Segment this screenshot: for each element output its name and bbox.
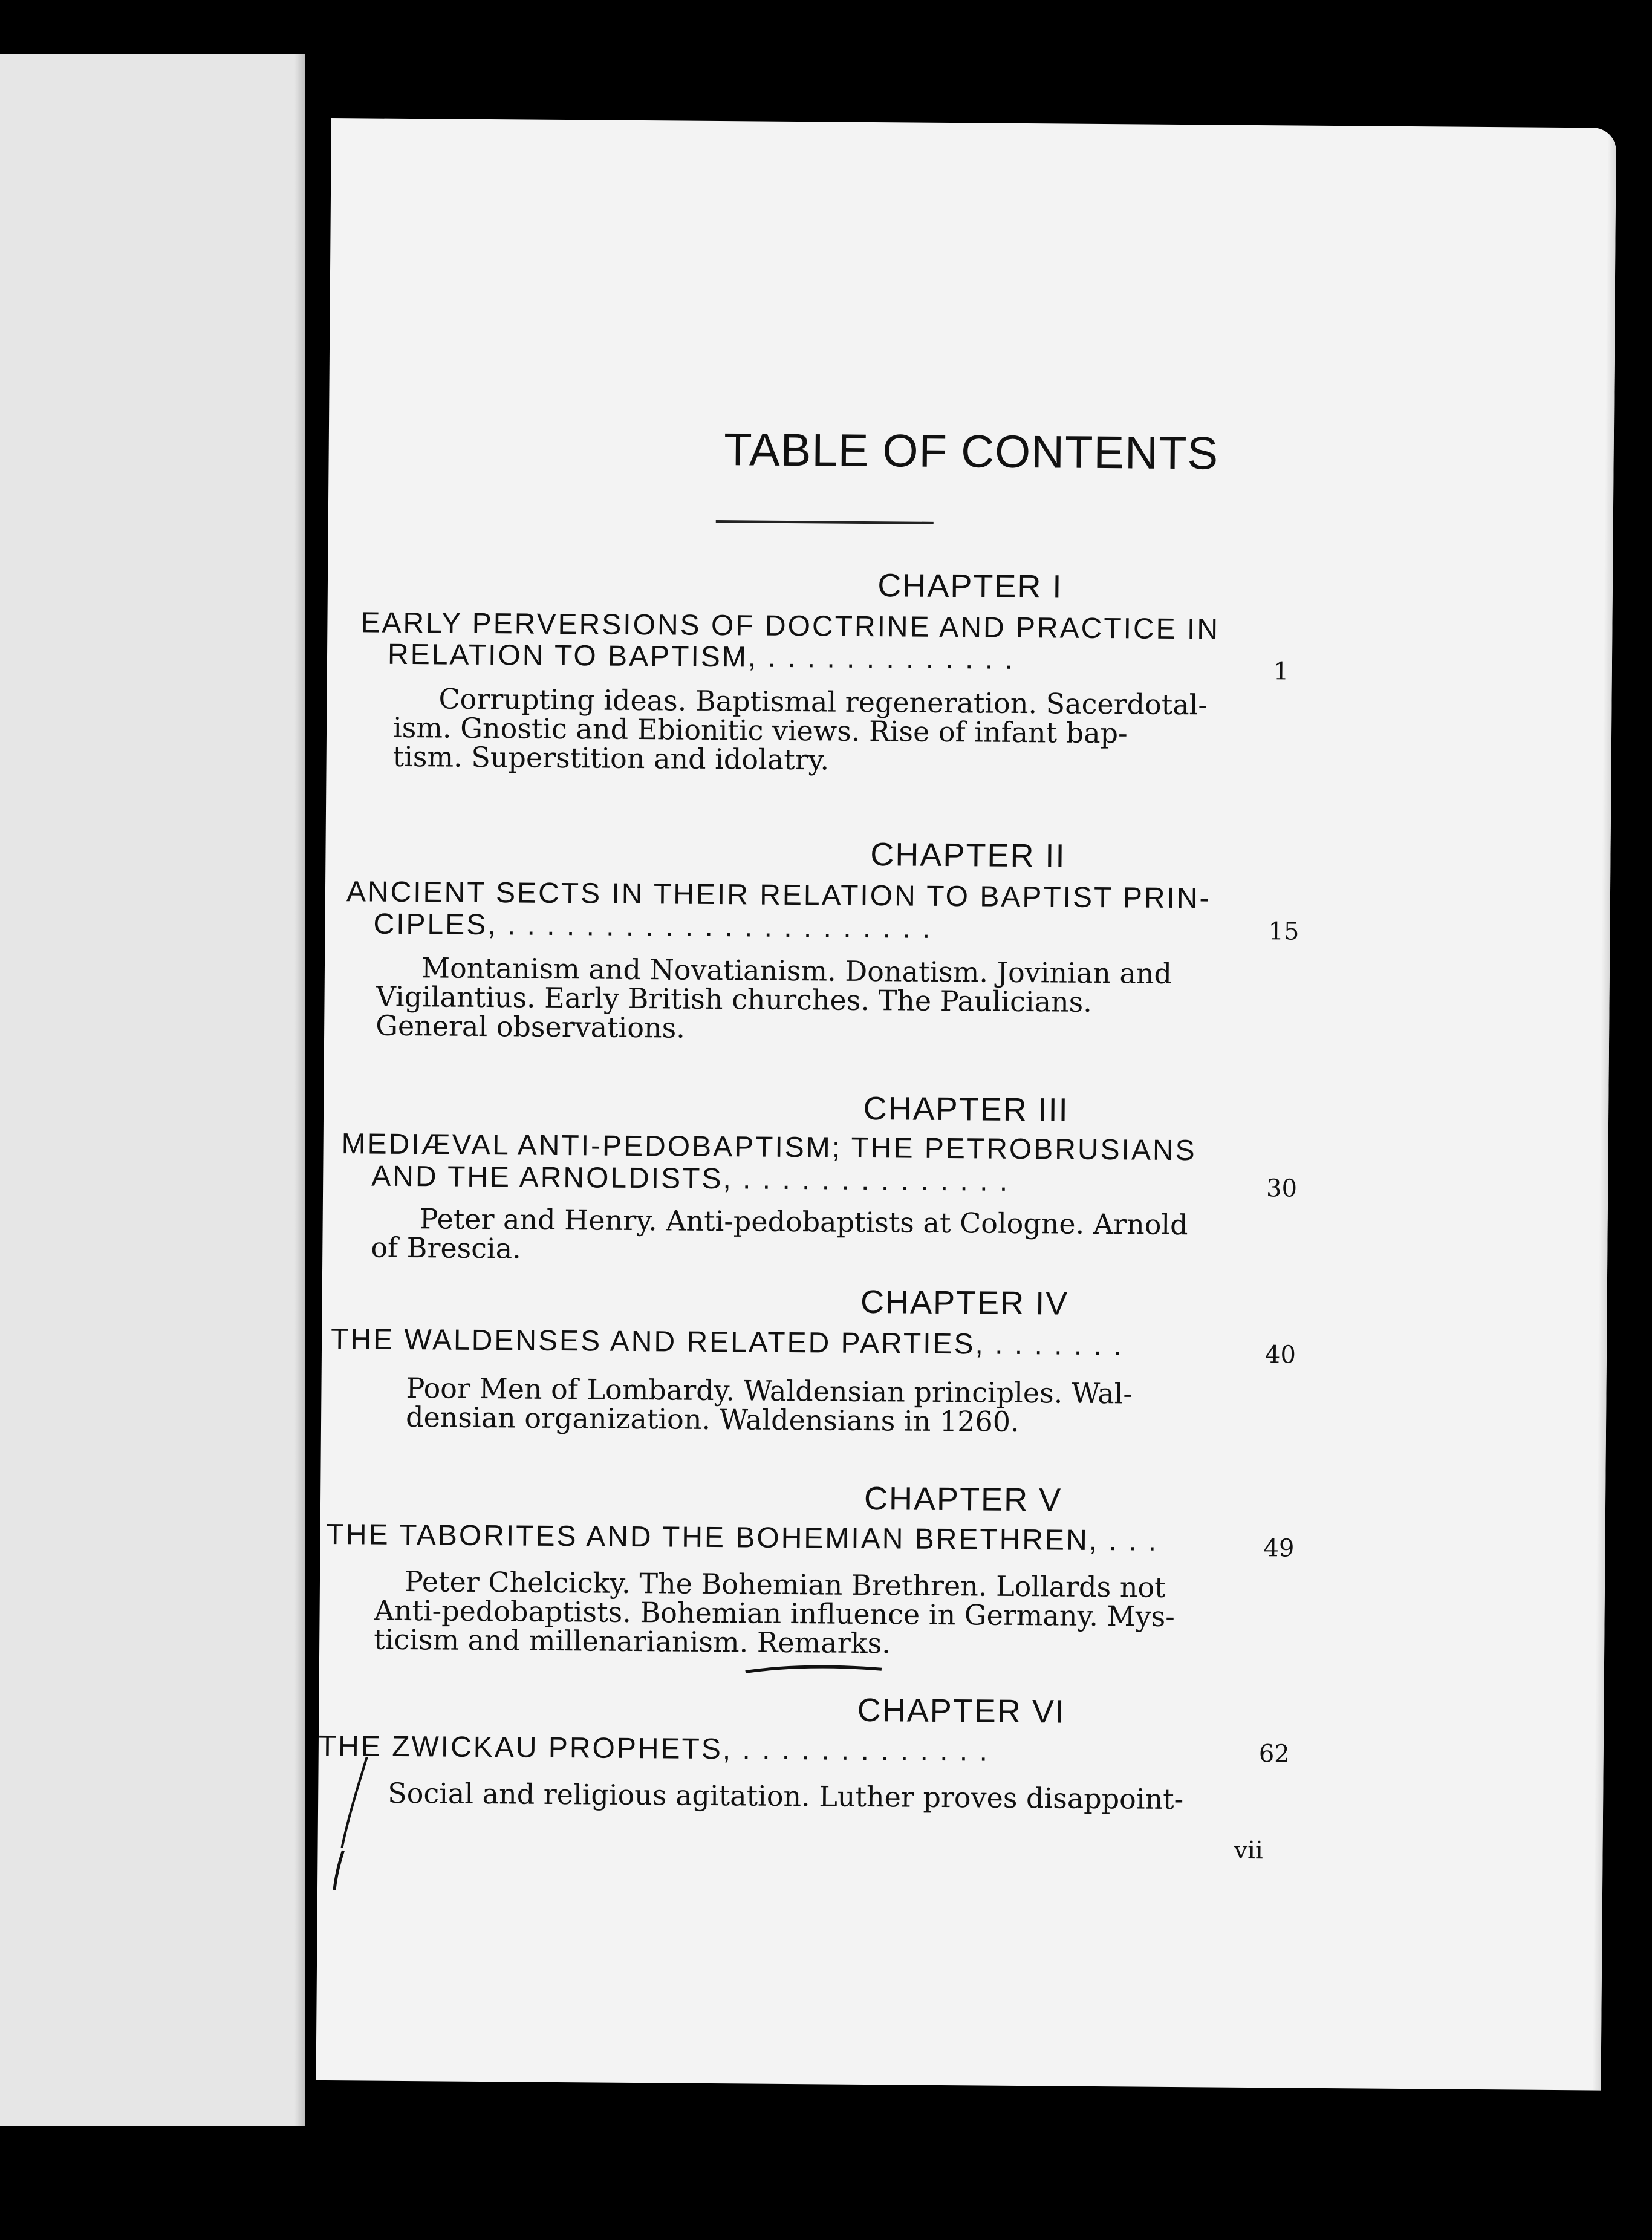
chapter-title-line: AND THE ARNOLDISTS, . . . . . . . . . . . . . . (371, 1160, 1010, 1197)
chapter-summary-line: ism. Gnostic and Ebionitic views. Rise of infant bap- (392, 711, 1128, 750)
chapter-summary-line: of Brescia. (371, 1231, 522, 1265)
page-fold-shadow (294, 54, 305, 2126)
chapter-heading: CHAPTER I (877, 567, 1063, 605)
chapter-summary-line: tism. Superstition and idolatry. (392, 740, 830, 777)
title-rule (716, 520, 934, 524)
handwritten-pen-mark (330, 1751, 373, 1897)
page-number: 62 (1258, 1740, 1290, 1768)
chapter-title-line: ANCIENT SECTS IN THEIR RELATION TO BAPTIST PRIN- (346, 876, 1211, 915)
chapter-title-line: EARLY PERVERSIONS OF DOCTRINE AND PRACTICE IN (360, 607, 1220, 646)
chapter-summary-line: Peter Chelcicky. The Bohemian Brethren. Lollards not (404, 1565, 1166, 1604)
chapter-summary-line: Peter and Henry. Anti-pedobaptists at Cologne. Arnold (419, 1202, 1188, 1242)
page-number: 30 (1266, 1174, 1298, 1203)
page-number: 1 (1273, 657, 1289, 686)
chapter-heading: CHAPTER V (863, 1480, 1062, 1519)
page-content (316, 118, 1616, 2091)
previous-page (0, 54, 305, 2126)
chapter-title-line: THE WALDENSES AND RELATED PARTIES, . . . . . . . (330, 1323, 1124, 1362)
chapter-summary-line: Montanism and Novatianism. Donatism. Jovinian and (421, 951, 1172, 990)
chapter-title-line: THE TABORITES AND THE BOHEMIAN BRETHREN, . . . (326, 1519, 1159, 1557)
chapter-summary-line: Anti-pedobaptists. Bohemian influence in Germany. Mys- (374, 1594, 1176, 1633)
chapter-summary-line: Corrupting ideas. Baptismal regeneration. Sacerdotal- (438, 682, 1208, 721)
chapter-summary-line: Poor Men of Lombardy. Waldensian principles. Wal- (406, 1372, 1133, 1410)
page-number: 49 (1263, 1534, 1295, 1563)
handwritten-underline (743, 1657, 888, 1682)
page-number: 40 (1264, 1341, 1296, 1369)
chapter-summary-line: Social and religious agitation. Luther proves disappoint- (388, 1776, 1184, 1816)
chapter-heading: CHAPTER VI (857, 1691, 1066, 1730)
chapter-title-line: CIPLES, . . . . . . . . . . . . . . . . . . . . . . (373, 908, 932, 945)
chapter-summary-line: General observations. (376, 1009, 686, 1044)
chapter-heading: CHAPTER III (863, 1090, 1069, 1128)
page-title: TABLE OF CONTENTS (723, 424, 1219, 480)
chapter-summary-line: densian organization. Waldensians in 1260. (405, 1401, 1019, 1439)
chapter-heading: CHAPTER II (870, 836, 1066, 874)
chapter-title-line: MEDIÆVAL ANTI-PEDOBAPTISM; THE PETROBRUSIANS (341, 1128, 1197, 1167)
chapter-title-line: THE ZWICKAU PROPHETS, . . . . . . . . . . . . . (318, 1730, 990, 1768)
page-number: 15 (1268, 917, 1299, 946)
chapter-heading: CHAPTER IV (860, 1283, 1069, 1322)
chapter-summary-line: Vigilantius. Early British churches. The Paulicians. (376, 980, 1093, 1018)
book-page (316, 118, 1616, 2091)
chapter-summary-line: ticism and millenarianism. Remarks. (374, 1623, 891, 1660)
folio-number: vii (1234, 1836, 1263, 1865)
chapter-title-line: RELATION TO BAPTISM, . . . . . . . . . . . . . (387, 638, 1015, 676)
